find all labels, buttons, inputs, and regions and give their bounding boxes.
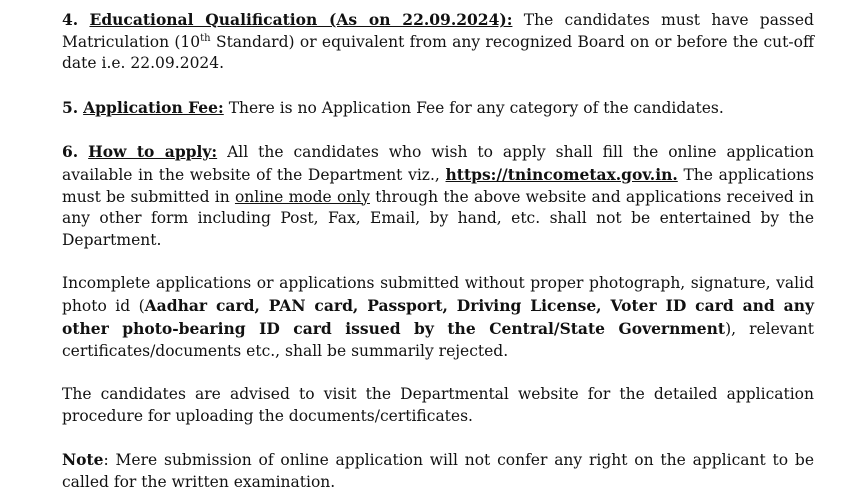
section-4-text-continued: Standard) or equivalent from any recognized Board on or before the cut-off date i.e. 22.09.2024. <box>62 32 814 73</box>
valid-id-list: Aadhar card, PAN card, Passport, Driving License, Voter ID card and any other photo-bearing ID card issued by the Central/State Government <box>62 296 815 338</box>
incomplete-text-2: ), relevant certificates/documents etc., shall be summarily rejected. <box>62 319 814 360</box>
section-how-to-apply <box>62 141 814 252</box>
section-4-heading: Educational Qualification (As on 22.09.2024): <box>89 10 513 29</box>
advice-paragraph <box>62 384 814 427</box>
section-6-text-3: through the above website and applications received in any other form including Post, Fax, Email, by hand, etc. shall not be entertained by the Department. <box>62 187 814 249</box>
section-4-text: The candidates must have passed Matriculation (10 <box>62 11 814 51</box>
department-website-link[interactable]: https://tnincometax.gov.in. <box>445 164 678 184</box>
section-4-superscript: th <box>200 32 211 44</box>
section-6-text: All the candidates who wish to apply shall fill the online application available in the website of the Department viz., <box>62 143 814 184</box>
section-4-number: 4. <box>62 10 79 29</box>
section-6-number: 6. <box>62 142 79 162</box>
section-6-heading: How to apply: <box>88 142 218 162</box>
section-application-fee <box>62 97 814 120</box>
section-5-text: There is no Application Fee for any category of the candidates. <box>228 98 724 117</box>
section-5-heading: Application Fee: <box>83 97 224 117</box>
note-text: : Mere submission of online application will not confer any right on the applicant to be called for the written examination. <box>62 450 814 491</box>
advice-text: The candidates are advised to visit the Departmental website for the detailed application procedure for uploading the documents/certificates. <box>62 384 814 425</box>
note-label: Note <box>62 449 104 469</box>
online-mode-emphasis: online mode only <box>234 187 370 206</box>
section-6-text-2: The applications must be submitted in <box>62 165 814 206</box>
section-5-number: 5. <box>62 97 79 117</box>
section-educational-qualification <box>62 9 814 75</box>
incomplete-text: Incomplete applications or applications submitted without proper photograph, signature, valid photo id ( <box>62 274 814 316</box>
incomplete-applications-paragraph <box>62 273 814 362</box>
note-paragraph <box>62 449 814 493</box>
